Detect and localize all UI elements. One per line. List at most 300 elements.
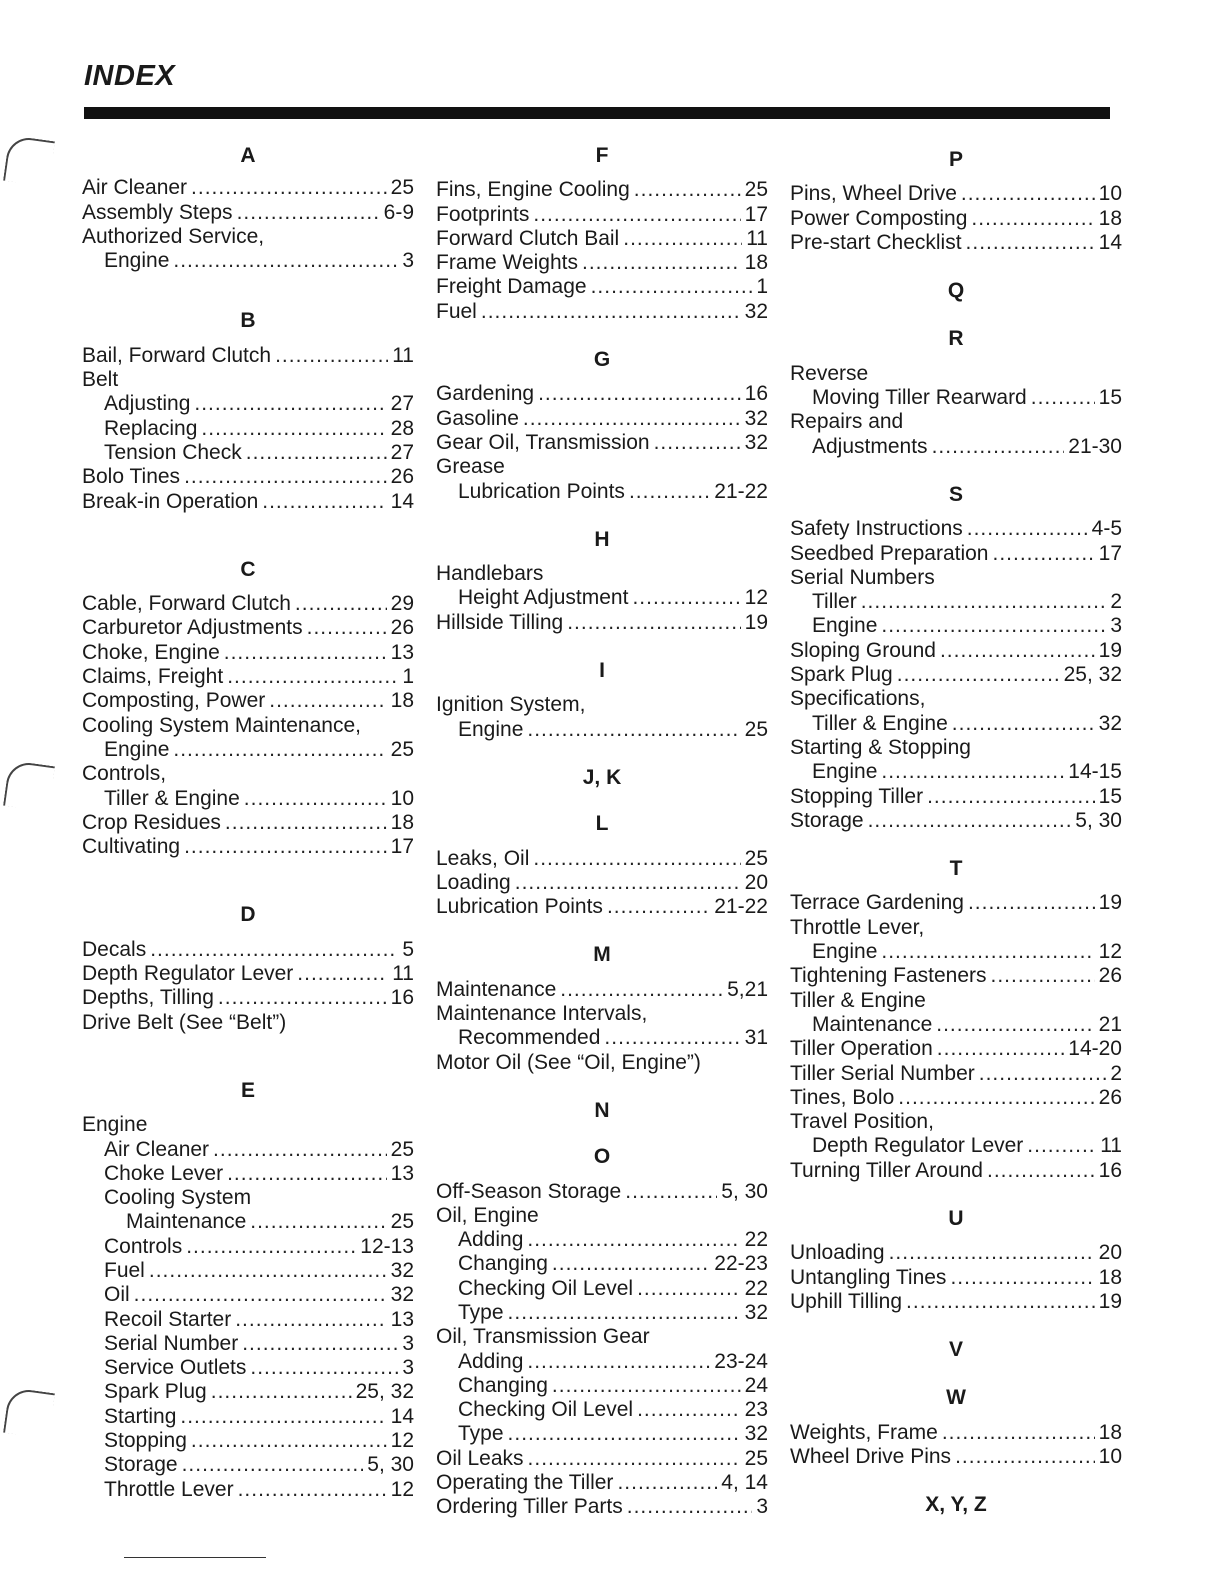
entry-topic: Carburetor Adjustments xyxy=(82,616,303,640)
dot-leader xyxy=(991,964,1095,988)
index-entry xyxy=(790,809,1122,833)
entry-topic: Checking Oil Level xyxy=(458,1398,634,1422)
index-column-1 xyxy=(82,144,414,1502)
entry-topic: Bolo Tines xyxy=(82,465,181,489)
index-entry xyxy=(82,835,414,859)
dot-leader xyxy=(275,344,388,368)
index-heading: Throttle Lever, xyxy=(790,915,925,939)
page-title: INDEX xyxy=(84,60,176,92)
dot-leader xyxy=(527,1350,710,1374)
index-heading: Tiller & Engine xyxy=(790,988,926,1012)
section-letter: X, Y, Z xyxy=(925,1493,987,1517)
entry-topic: Air Cleaner xyxy=(82,176,188,200)
entry-page-number: 17 xyxy=(744,202,768,226)
entry-page-number: 26 xyxy=(390,465,414,489)
index-entry xyxy=(82,417,414,441)
entry-topic: Wheel Drive Pins xyxy=(790,1445,952,1469)
entry-page-number: 5,21 xyxy=(727,977,768,1001)
index-entry xyxy=(790,182,1122,206)
entry-topic: Controls xyxy=(104,1234,183,1258)
entry-topic: Tiller & Engine xyxy=(104,786,240,810)
index-entry xyxy=(82,938,414,962)
dot-leader xyxy=(861,590,1107,614)
entry-page-number: 14 xyxy=(1098,230,1122,254)
punch-hole-mark xyxy=(3,760,55,812)
entry-page-number: 5, 30 xyxy=(721,1179,768,1203)
entry-page-number: 11 xyxy=(392,962,414,986)
index-heading: Cooling System xyxy=(104,1186,252,1210)
entry-page-number: 31 xyxy=(744,1026,768,1050)
entry-topic: Recommended xyxy=(458,1026,601,1050)
entry-page-number: 2 xyxy=(1110,590,1122,614)
entry-page-number: 24 xyxy=(744,1373,768,1397)
entry-topic: Unloading xyxy=(790,1241,885,1265)
section-letter: Q xyxy=(947,279,965,303)
entry-topic: Pins, Wheel Drive xyxy=(790,182,957,206)
entry-topic: Cable, Forward Clutch xyxy=(82,592,291,616)
entry-topic: Untangling Tines xyxy=(790,1265,947,1289)
entry-page-number: 17 xyxy=(1098,541,1122,565)
entry-page-number: 23-24 xyxy=(714,1349,768,1373)
index-heading: Maintenance Intervals, xyxy=(436,1002,648,1026)
dot-leader xyxy=(637,1398,741,1422)
index-entry xyxy=(790,590,1122,614)
dot-leader xyxy=(979,1062,1107,1086)
entry-page-number: 32 xyxy=(744,1300,768,1324)
entry-topic: Type xyxy=(458,1300,504,1324)
entry-topic: Choke, Engine xyxy=(82,640,220,664)
index-entry xyxy=(82,962,414,986)
entry-topic: Decals xyxy=(82,937,147,961)
entry-topic: Hillside Tilling xyxy=(436,610,564,634)
index-entry xyxy=(436,480,768,504)
index-entry xyxy=(436,275,768,299)
dot-leader xyxy=(191,176,387,200)
section-letter: G xyxy=(593,348,611,372)
index-entry xyxy=(82,249,414,273)
entry-page-number: 25 xyxy=(390,737,414,761)
index-entry xyxy=(790,1241,1122,1265)
dot-leader xyxy=(637,1277,741,1301)
dot-leader xyxy=(961,182,1095,206)
section-letter: C xyxy=(240,557,256,581)
entry-topic: Tiller & Engine xyxy=(812,711,948,735)
index-entry xyxy=(790,1266,1122,1290)
entry-page-number: 18 xyxy=(1098,206,1122,230)
dot-leader xyxy=(184,465,387,489)
entry-topic: Composting, Power xyxy=(82,689,266,713)
entry-topic: Adding xyxy=(458,1349,524,1373)
index-entry xyxy=(436,1471,768,1495)
index-entry xyxy=(790,1421,1122,1445)
index-heading: Cooling System Maintenance, xyxy=(82,713,361,737)
dot-leader xyxy=(184,835,387,859)
entry-topic: Cultivating xyxy=(82,835,181,859)
entry-page-number: 32 xyxy=(744,406,768,430)
dot-leader xyxy=(968,891,1095,915)
index-entry xyxy=(790,1037,1122,1061)
entry-topic: Loading xyxy=(436,870,511,894)
entry-topic: Engine xyxy=(458,717,524,741)
entry-page-number: 18 xyxy=(1098,1265,1122,1289)
entry-page-number: 21-30 xyxy=(1068,434,1122,458)
entry-topic: Spark Plug xyxy=(104,1380,207,1404)
index-entry xyxy=(436,203,768,227)
index-entry xyxy=(436,1277,768,1301)
entry-page-number: 32 xyxy=(744,1422,768,1446)
index-heading: Motor Oil (See “Oil, Engine”) xyxy=(436,1050,701,1074)
entry-topic: Oil Leaks xyxy=(436,1446,524,1470)
section-letter: P xyxy=(948,148,963,171)
index-entry xyxy=(790,1062,1122,1086)
entry-page-number: 22 xyxy=(744,1276,768,1300)
entry-page-number: 25 xyxy=(390,1210,414,1234)
dot-leader xyxy=(173,738,386,762)
entry-topic: Ordering Tiller Parts xyxy=(436,1495,623,1519)
dot-leader xyxy=(225,811,387,835)
entry-topic: Power Composting xyxy=(790,206,968,230)
index-entry xyxy=(82,392,414,416)
section-letter: H xyxy=(594,527,610,551)
entry-page-number: 14-15 xyxy=(1068,760,1122,784)
section-letter: I xyxy=(599,659,605,683)
dot-leader xyxy=(238,1478,387,1502)
index-entry xyxy=(82,344,414,368)
entry-topic: Fuel xyxy=(104,1258,145,1282)
entry-page-number: 25 xyxy=(390,1137,414,1161)
entry-topic: Engine xyxy=(104,249,170,273)
entry-topic: Depth Regulator Lever xyxy=(82,962,294,986)
dot-leader xyxy=(950,1266,1094,1290)
index-entry xyxy=(436,871,768,895)
dot-leader xyxy=(898,1086,1094,1110)
entry-page-number: 13 xyxy=(390,1161,414,1185)
index-entry xyxy=(790,1159,1122,1183)
entry-topic: Choke Lever xyxy=(104,1161,224,1185)
entry-topic: Tiller Operation xyxy=(790,1037,933,1061)
dot-leader xyxy=(634,178,741,202)
dot-leader xyxy=(623,227,742,251)
entry-page-number: 19 xyxy=(1098,1289,1122,1313)
dot-leader xyxy=(191,1429,387,1453)
entry-page-number: 32 xyxy=(1098,711,1122,735)
dot-leader xyxy=(966,231,1095,255)
entry-page-number: 14-20 xyxy=(1068,1037,1122,1061)
index-entry xyxy=(82,689,414,713)
entry-page-number: 1 xyxy=(402,665,414,689)
section-letter: W xyxy=(946,1386,966,1410)
dot-leader xyxy=(250,1210,386,1234)
index-entry xyxy=(790,435,1122,459)
entry-page-number: 25 xyxy=(744,846,768,870)
index-entry xyxy=(82,1210,414,1234)
entry-page-number: 20 xyxy=(1098,1241,1122,1265)
index-entry xyxy=(790,964,1122,988)
entry-topic: Freight Damage xyxy=(436,275,587,299)
dot-leader xyxy=(906,1290,1095,1314)
entry-topic: Adjustments xyxy=(812,434,928,458)
entry-topic: Turning Tiller Around xyxy=(790,1158,983,1182)
index-heading: Oil, Transmission Gear xyxy=(436,1325,650,1349)
dot-leader xyxy=(582,251,741,275)
entry-page-number: 22-23 xyxy=(714,1252,768,1276)
entry-page-number: 32 xyxy=(744,299,768,323)
entry-topic: Fuel xyxy=(436,299,477,323)
entry-topic: Crop Residues xyxy=(82,810,221,834)
dot-leader xyxy=(654,431,741,455)
entry-topic: Frame Weights xyxy=(436,251,578,275)
index-entry xyxy=(790,663,1122,687)
entry-topic: Maintenance xyxy=(812,1012,933,1036)
entry-topic: Air Cleaner xyxy=(104,1137,210,1161)
index-entry xyxy=(436,1228,768,1252)
entry-topic: Break-in Operation xyxy=(82,489,259,513)
index-entry xyxy=(436,227,768,251)
entry-topic: Terrace Gardening xyxy=(790,891,964,915)
entry-page-number: 1 xyxy=(756,275,768,299)
entry-page-number: 20 xyxy=(744,870,768,894)
index-entry xyxy=(436,847,768,871)
punch-hole-mark xyxy=(3,1387,55,1439)
index-entry xyxy=(436,1374,768,1398)
index-heading: Serial Numbers xyxy=(790,565,935,589)
dot-leader xyxy=(937,1037,1065,1061)
section-letter: E xyxy=(240,1078,255,1102)
punch-hole-mark xyxy=(3,135,55,187)
entry-page-number: 6-9 xyxy=(383,200,414,224)
dot-leader xyxy=(235,1308,386,1332)
entry-page-number: 2 xyxy=(1110,1061,1122,1085)
dot-leader xyxy=(262,490,386,514)
dot-leader xyxy=(508,1301,741,1325)
index-entry xyxy=(790,785,1122,809)
entry-page-number: 12 xyxy=(390,1477,414,1501)
index-entry xyxy=(436,178,768,202)
entry-topic: Claims, Freight xyxy=(82,665,224,689)
index-heading: Handlebars xyxy=(436,562,544,586)
dot-leader xyxy=(881,614,1106,638)
index-entry xyxy=(82,1380,414,1404)
index-heading: Repairs and xyxy=(790,410,904,434)
index-entry xyxy=(82,1259,414,1283)
index-heading: Specifications, xyxy=(790,687,926,711)
index-entry xyxy=(82,986,414,1010)
index-entry xyxy=(790,1134,1122,1158)
dot-leader xyxy=(227,665,398,689)
entry-page-number: 25 xyxy=(744,178,768,202)
index-entry xyxy=(436,611,768,635)
index-entry xyxy=(82,1138,414,1162)
index-entry xyxy=(790,712,1122,736)
entry-topic: Footprints xyxy=(436,202,530,226)
entry-page-number: 25, 32 xyxy=(355,1380,414,1404)
entry-topic: Stopping Tiller xyxy=(790,784,924,808)
entry-topic: Moving Tiller Rearward xyxy=(812,386,1027,410)
entry-topic: Operating the Tiller xyxy=(436,1471,614,1495)
dot-leader xyxy=(523,407,741,431)
entry-topic: Maintenance xyxy=(126,1210,247,1234)
index-entry xyxy=(82,1453,414,1477)
entry-page-number: 21-22 xyxy=(714,895,768,919)
entry-topic: Engine xyxy=(812,760,878,784)
index-entry xyxy=(790,1086,1122,1110)
entry-topic: Depth Regulator Lever xyxy=(812,1134,1024,1158)
entry-page-number: 19 xyxy=(744,610,768,634)
index-entry xyxy=(790,760,1122,784)
index-column-2 xyxy=(436,144,768,1520)
entry-topic: Engine xyxy=(104,737,170,761)
index-entry xyxy=(436,1398,768,1422)
entry-page-number: 29 xyxy=(390,592,414,616)
entry-topic: Lubrication Points xyxy=(436,895,603,919)
index-heading: Grease xyxy=(436,455,505,479)
dot-leader xyxy=(1027,1134,1096,1158)
section-letter: O xyxy=(593,1145,611,1169)
index-entry xyxy=(790,542,1122,566)
entry-page-number: 16 xyxy=(1098,1158,1122,1182)
entry-page-number: 16 xyxy=(390,986,414,1010)
entry-page-number: 21-22 xyxy=(714,479,768,503)
index-entry xyxy=(82,1356,414,1380)
dot-leader xyxy=(538,382,741,406)
entry-page-number: 3 xyxy=(402,249,414,273)
dot-leader xyxy=(942,1421,1095,1445)
dot-leader xyxy=(971,207,1094,231)
entry-topic: Adding xyxy=(458,1228,524,1252)
section-letter: L xyxy=(595,812,609,836)
entry-topic: Tiller Serial Number xyxy=(790,1061,975,1085)
index-entry xyxy=(436,382,768,406)
dot-leader xyxy=(149,1259,387,1283)
index-entry xyxy=(790,639,1122,663)
entry-page-number: 19 xyxy=(1098,891,1122,915)
index-entry xyxy=(790,231,1122,255)
dot-leader xyxy=(194,392,386,416)
dot-leader xyxy=(993,542,1095,566)
entry-page-number: 22 xyxy=(744,1228,768,1252)
index-entry xyxy=(82,665,414,689)
entry-topic: Gear Oil, Transmission xyxy=(436,430,650,454)
dot-leader xyxy=(246,441,387,465)
dot-leader xyxy=(967,517,1088,541)
index-entry xyxy=(436,1422,768,1446)
index-heading: Starting & Stopping xyxy=(790,735,971,759)
entry-page-number: 3 xyxy=(402,1331,414,1355)
dot-leader xyxy=(244,787,387,811)
dot-leader xyxy=(533,847,740,871)
dot-leader xyxy=(224,641,387,665)
entry-page-number: 4-5 xyxy=(1091,517,1122,541)
index-entry xyxy=(436,1026,768,1050)
index-entry xyxy=(436,1180,768,1204)
entry-page-number: 12 xyxy=(1098,940,1122,964)
section-letter: U xyxy=(948,1206,964,1230)
index-heading: Drive Belt (See “Belt”) xyxy=(82,1010,287,1034)
entry-topic: Depths, Tilling xyxy=(82,986,214,1010)
entry-page-number: 16 xyxy=(744,382,768,406)
dot-leader xyxy=(528,1447,741,1471)
index-entry xyxy=(82,787,414,811)
entry-page-number: 27 xyxy=(390,392,414,416)
dot-leader xyxy=(881,760,1064,784)
entry-page-number: 28 xyxy=(390,416,414,440)
dot-leader xyxy=(627,1495,753,1519)
index-entry xyxy=(790,614,1122,638)
index-entry xyxy=(82,616,414,640)
dot-leader xyxy=(607,895,710,919)
dot-leader xyxy=(269,689,386,713)
index-entry xyxy=(82,1332,414,1356)
entry-page-number: 10 xyxy=(1098,1445,1122,1469)
index-entry xyxy=(82,201,414,225)
entry-topic: Stopping xyxy=(104,1429,187,1453)
dot-leader xyxy=(932,435,1065,459)
entry-page-number: 14 xyxy=(390,489,414,513)
dot-leader xyxy=(927,785,1095,809)
index-entry xyxy=(436,1252,768,1276)
dot-leader xyxy=(213,1138,387,1162)
title-rule xyxy=(84,107,1110,119)
dot-leader xyxy=(952,712,1095,736)
index-heading: Reverse xyxy=(790,361,869,385)
entry-page-number: 12 xyxy=(390,1429,414,1453)
entry-page-number: 26 xyxy=(390,616,414,640)
entry-page-number: 4, 14 xyxy=(721,1471,768,1495)
entry-topic: Storage xyxy=(790,808,864,832)
entry-page-number: 18 xyxy=(390,689,414,713)
dot-leader xyxy=(508,1422,741,1446)
entry-topic: Assembly Steps xyxy=(82,200,233,224)
entry-page-number: 12 xyxy=(744,586,768,610)
section-letter: S xyxy=(948,482,963,506)
index-entry xyxy=(790,386,1122,410)
dot-leader xyxy=(889,1241,1095,1265)
dot-leader xyxy=(625,1180,717,1204)
section-letter: A xyxy=(240,144,256,167)
index-entry xyxy=(436,586,768,610)
entry-page-number: 3 xyxy=(756,1495,768,1519)
dot-leader xyxy=(591,275,753,299)
index-heading: Authorized Service, xyxy=(82,224,265,248)
entry-topic: Tines, Bolo xyxy=(790,1085,895,1109)
index-entry xyxy=(790,1290,1122,1314)
index-heading: Travel Position, xyxy=(790,1110,934,1134)
entry-topic: Gardening xyxy=(436,382,535,406)
entry-page-number: 25 xyxy=(744,717,768,741)
index-entry xyxy=(82,641,414,665)
entry-page-number: 21 xyxy=(1098,1012,1122,1036)
entry-page-number: 32 xyxy=(744,430,768,454)
dot-leader xyxy=(940,639,1095,663)
dot-leader xyxy=(552,1252,710,1276)
index-entry xyxy=(82,176,414,200)
entry-topic: Weights, Frame xyxy=(790,1420,938,1444)
dot-leader xyxy=(533,203,740,227)
index-entry xyxy=(436,251,768,275)
section-letter: B xyxy=(240,309,256,333)
dot-leader xyxy=(250,1356,398,1380)
dot-leader xyxy=(987,1159,1095,1183)
dot-leader xyxy=(560,978,723,1002)
dot-leader xyxy=(297,962,388,986)
entry-page-number: 32 xyxy=(390,1258,414,1282)
index-heading: Controls, xyxy=(82,762,167,786)
entry-topic: Bail, Forward Clutch xyxy=(82,343,272,367)
entry-page-number: 11 xyxy=(1100,1134,1122,1158)
entry-page-number: 5, 30 xyxy=(367,1453,414,1477)
index-entry xyxy=(436,431,768,455)
entry-topic: Gasoline xyxy=(436,406,519,430)
